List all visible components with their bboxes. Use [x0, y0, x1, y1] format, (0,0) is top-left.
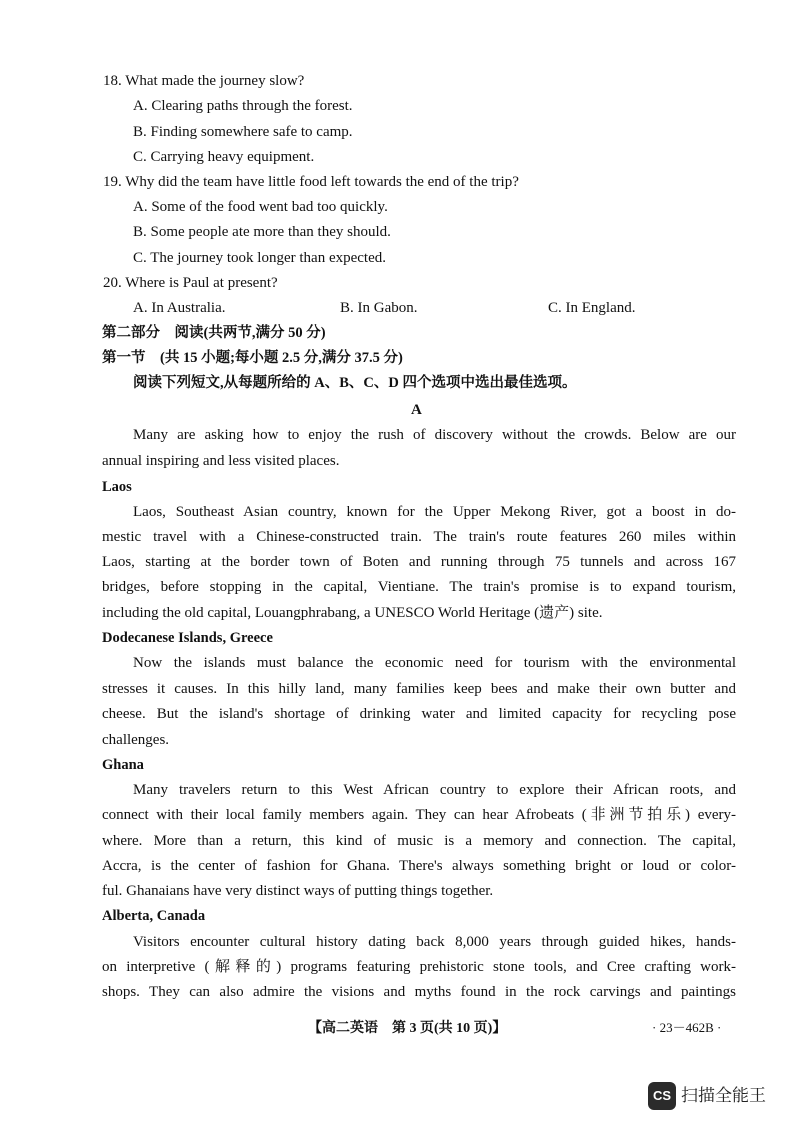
- page-footer: 【高二英语 第 3 页(共 10 页)】: [308, 1021, 507, 1036]
- ghana-line-3: where. More than a return, this kind of music is a memory and connection. The capital,: [102, 833, 736, 849]
- laos-line-5: including the old capital, Louangphrabang, a UNESCO World Heritage (遗产) site.: [102, 605, 603, 621]
- ghana-line-2: connect with their local family members again. They can hear Afrobeats (非洲节拍乐) every-: [102, 807, 736, 823]
- laos-line-4: bridges, before stopping in the capital, Vientiane. The train's promise is to expand tourism,: [102, 579, 736, 595]
- alberta-line-3: shops. They can also admire the visions and myths found in the rock carvings and paintings: [102, 984, 736, 1000]
- heading-ghana: Ghana: [102, 757, 144, 773]
- ghana-line-4: Accra, is the center of fashion for Ghana. There's always something bright or loud or color-: [102, 858, 736, 874]
- question-19-option-c: C. The journey took longer than expected.: [133, 250, 386, 266]
- alberta-line-2: on interpretive (解释的) programs featuring prehistoric stone tools, and Cree crafting work-: [102, 959, 736, 975]
- camscanner-logo-icon: CS: [648, 1082, 676, 1110]
- dodecanese-line-4: challenges.: [102, 732, 170, 748]
- intro-line-1: Many are asking how to enjoy the rush of discovery without the crowds. Below are our: [133, 427, 736, 443]
- alberta-line-1: Visitors encounter cultural history dating back 8,000 years through guided hikes, hands-: [133, 934, 736, 950]
- question-20-option-a: A. In Australia.: [133, 300, 226, 316]
- part-two-title: 第二部分 阅读(共两节,满分 50 分): [102, 325, 326, 341]
- camscanner-watermark-text: 扫描全能王: [681, 1086, 766, 1106]
- passage-label: A: [411, 402, 422, 418]
- heading-dodecanese: Dodecanese Islands, Greece: [102, 630, 273, 646]
- question-19-option-b: B. Some people ate more than they should.: [133, 224, 391, 240]
- ghana-line-5: ful. Ghanaians have very distinct ways of putting things together.: [102, 883, 494, 899]
- question-20-option-c: C. In England.: [548, 300, 636, 316]
- ghana-line-1: Many travelers return to this West African country to explore their African roots, and: [133, 782, 736, 798]
- question-18-stem: 18. What made the journey slow?: [103, 73, 305, 89]
- question-19-stem: 19. Why did the team have little food left towards the end of the trip?: [103, 174, 519, 190]
- laos-line-2: mestic travel with a Chinese-constructed train. The train's route features 260 miles within: [102, 529, 736, 545]
- question-18-option-c: C. Carrying heavy equipment.: [133, 149, 315, 165]
- question-18-option-b: B. Finding somewhere safe to camp.: [133, 124, 353, 140]
- laos-line-3: Laos, starting at the border town of Boten and running through 75 tunnels and across 167: [102, 554, 736, 570]
- intro-line-2: annual inspiring and less visited places.: [102, 453, 340, 469]
- question-20-option-b: B. In Gabon.: [340, 300, 418, 316]
- section-one-title: 第一节 (共 15 小题;每小题 2.5 分,满分 37.5 分): [102, 350, 403, 366]
- heading-alberta: Alberta, Canada: [102, 908, 206, 924]
- reading-instruction: 阅读下列短文,从每题所给的 A、B、C、D 四个选项中选出最佳选项。: [133, 375, 577, 391]
- question-19-option-a: A. Some of the food went bad too quickly.: [133, 199, 388, 215]
- dodecanese-line-2: stresses it causes. In this hilly land, many families keep bees and make their own butter and: [102, 681, 736, 697]
- heading-laos: Laos: [102, 479, 132, 495]
- dodecanese-line-1: Now the islands must balance the economic need for tourism with the environmental: [133, 655, 736, 671]
- exam-code: · 23－462B ·: [652, 1020, 722, 1035]
- question-18-option-a: A. Clearing paths through the forest.: [133, 98, 353, 114]
- laos-line-1: Laos, Southeast Asian country, known for the Upper Mekong River, got a boost in do-: [133, 504, 736, 520]
- dodecanese-line-3: cheese. But the island's shortage of drinking water and limited capacity for recycling pose: [102, 706, 736, 722]
- question-20-stem: 20. Where is Paul at present?: [103, 275, 278, 291]
